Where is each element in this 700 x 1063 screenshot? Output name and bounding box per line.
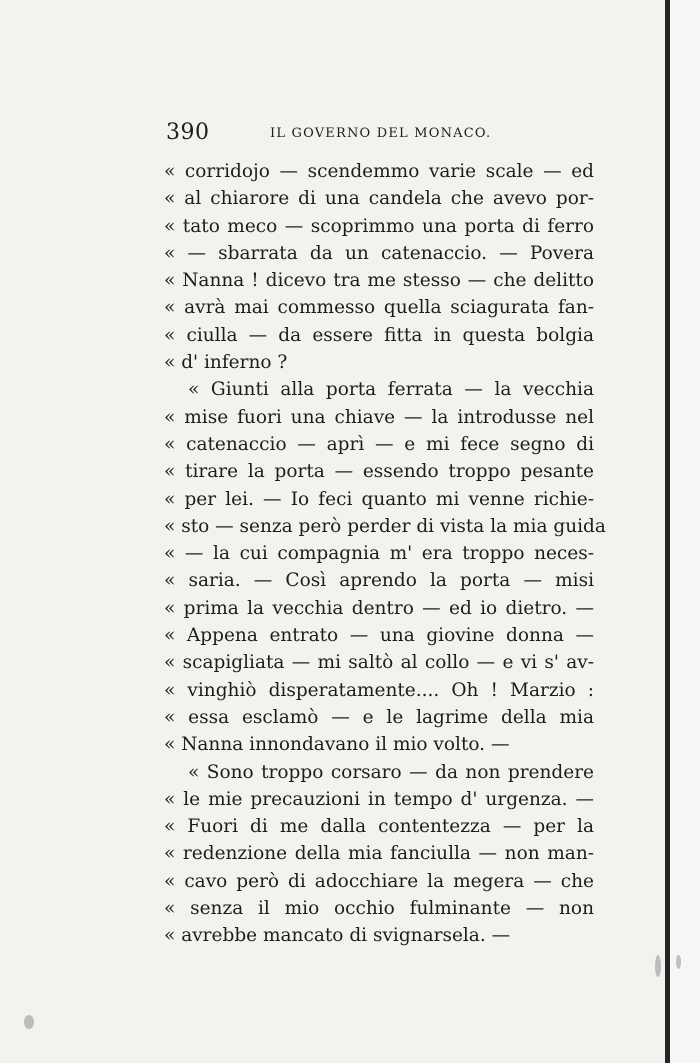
text-line: « Appena entrato — una giovine donna — [164,625,594,647]
text-line: « catenaccio — aprì — e mi fece segno di [164,433,594,455]
text-line: « ciulla — da essere fitta in questa bolgia [164,324,594,346]
text-line: « Nanna innondavano il mio volto. — [164,734,510,756]
text-line: « scapigliata — mi saltò al collo — e vi s' av- [164,652,594,674]
text-line: « le mie precauzioni in tempo d' urgenza. — [164,788,594,810]
text-line: « avrebbe mancato di svignarsela. — [164,925,511,947]
text-line: « vinghiò disperatamente.... Oh ! Marzio : [164,679,594,701]
text-line: « Giunti alla porta ferrata — la vecchia [188,379,594,401]
ink-smudge [24,1015,34,1029]
facing-page-margin [670,0,700,1063]
text-line: « corridojo — scendemmo varie scale — ed [164,161,594,182]
text-line: « senza il mio occhio fulminante — non [164,898,594,920]
text-line: « tirare la porta — essendo troppo pesante [164,461,594,483]
text-line: « sto — senza però perder di vista la mia guida [164,515,606,537]
text-line: « d' inferno ? [164,352,288,374]
page-edge-shadow [665,0,670,1063]
text-line: « tato meco — scoprimmo una porta di ferro [164,215,594,237]
text-line: « Nanna ! dicevo tra me stesso — che delitto [164,270,594,292]
text-line: « saria. — Così aprendo la porta — misi [164,570,594,592]
text-line: « redenzione della mia fanciulla — non man- [164,843,594,865]
text-line: « al chiarore di una candela che avevo por- [164,188,594,210]
running-title: IL GOVERNO DEL MONACO. [270,126,492,141]
body-text [164,158,606,950]
text-line: « prima la vecchia dentro — ed io dietro. — [164,597,594,619]
text-line: « avrà mai commesso quella sciagurata fan- [164,297,594,319]
text-line: « Sono troppo corsaro — da non prendere [188,761,594,783]
page-number: 390 [166,120,210,145]
text-line: « Fuori di me dalla contentezza — per la [164,816,594,838]
text-line: « mise fuori una chiave — la introdusse nel [164,406,594,428]
page-header [166,120,596,150]
text-line: « per lei. — Io feci quanto mi venne richie- [164,488,594,510]
text-line: « essa esclamò — e le lagrime della mia [164,706,594,728]
text-line: « — la cui compagnia m' era troppo neces- [164,543,594,565]
text-line: « — sbarrata da un catenaccio. — Povera [164,242,594,264]
ink-smudge [676,955,681,969]
text-line: « cavo però di adocchiare la megera — che [164,870,594,892]
ink-smudge [655,955,661,977]
